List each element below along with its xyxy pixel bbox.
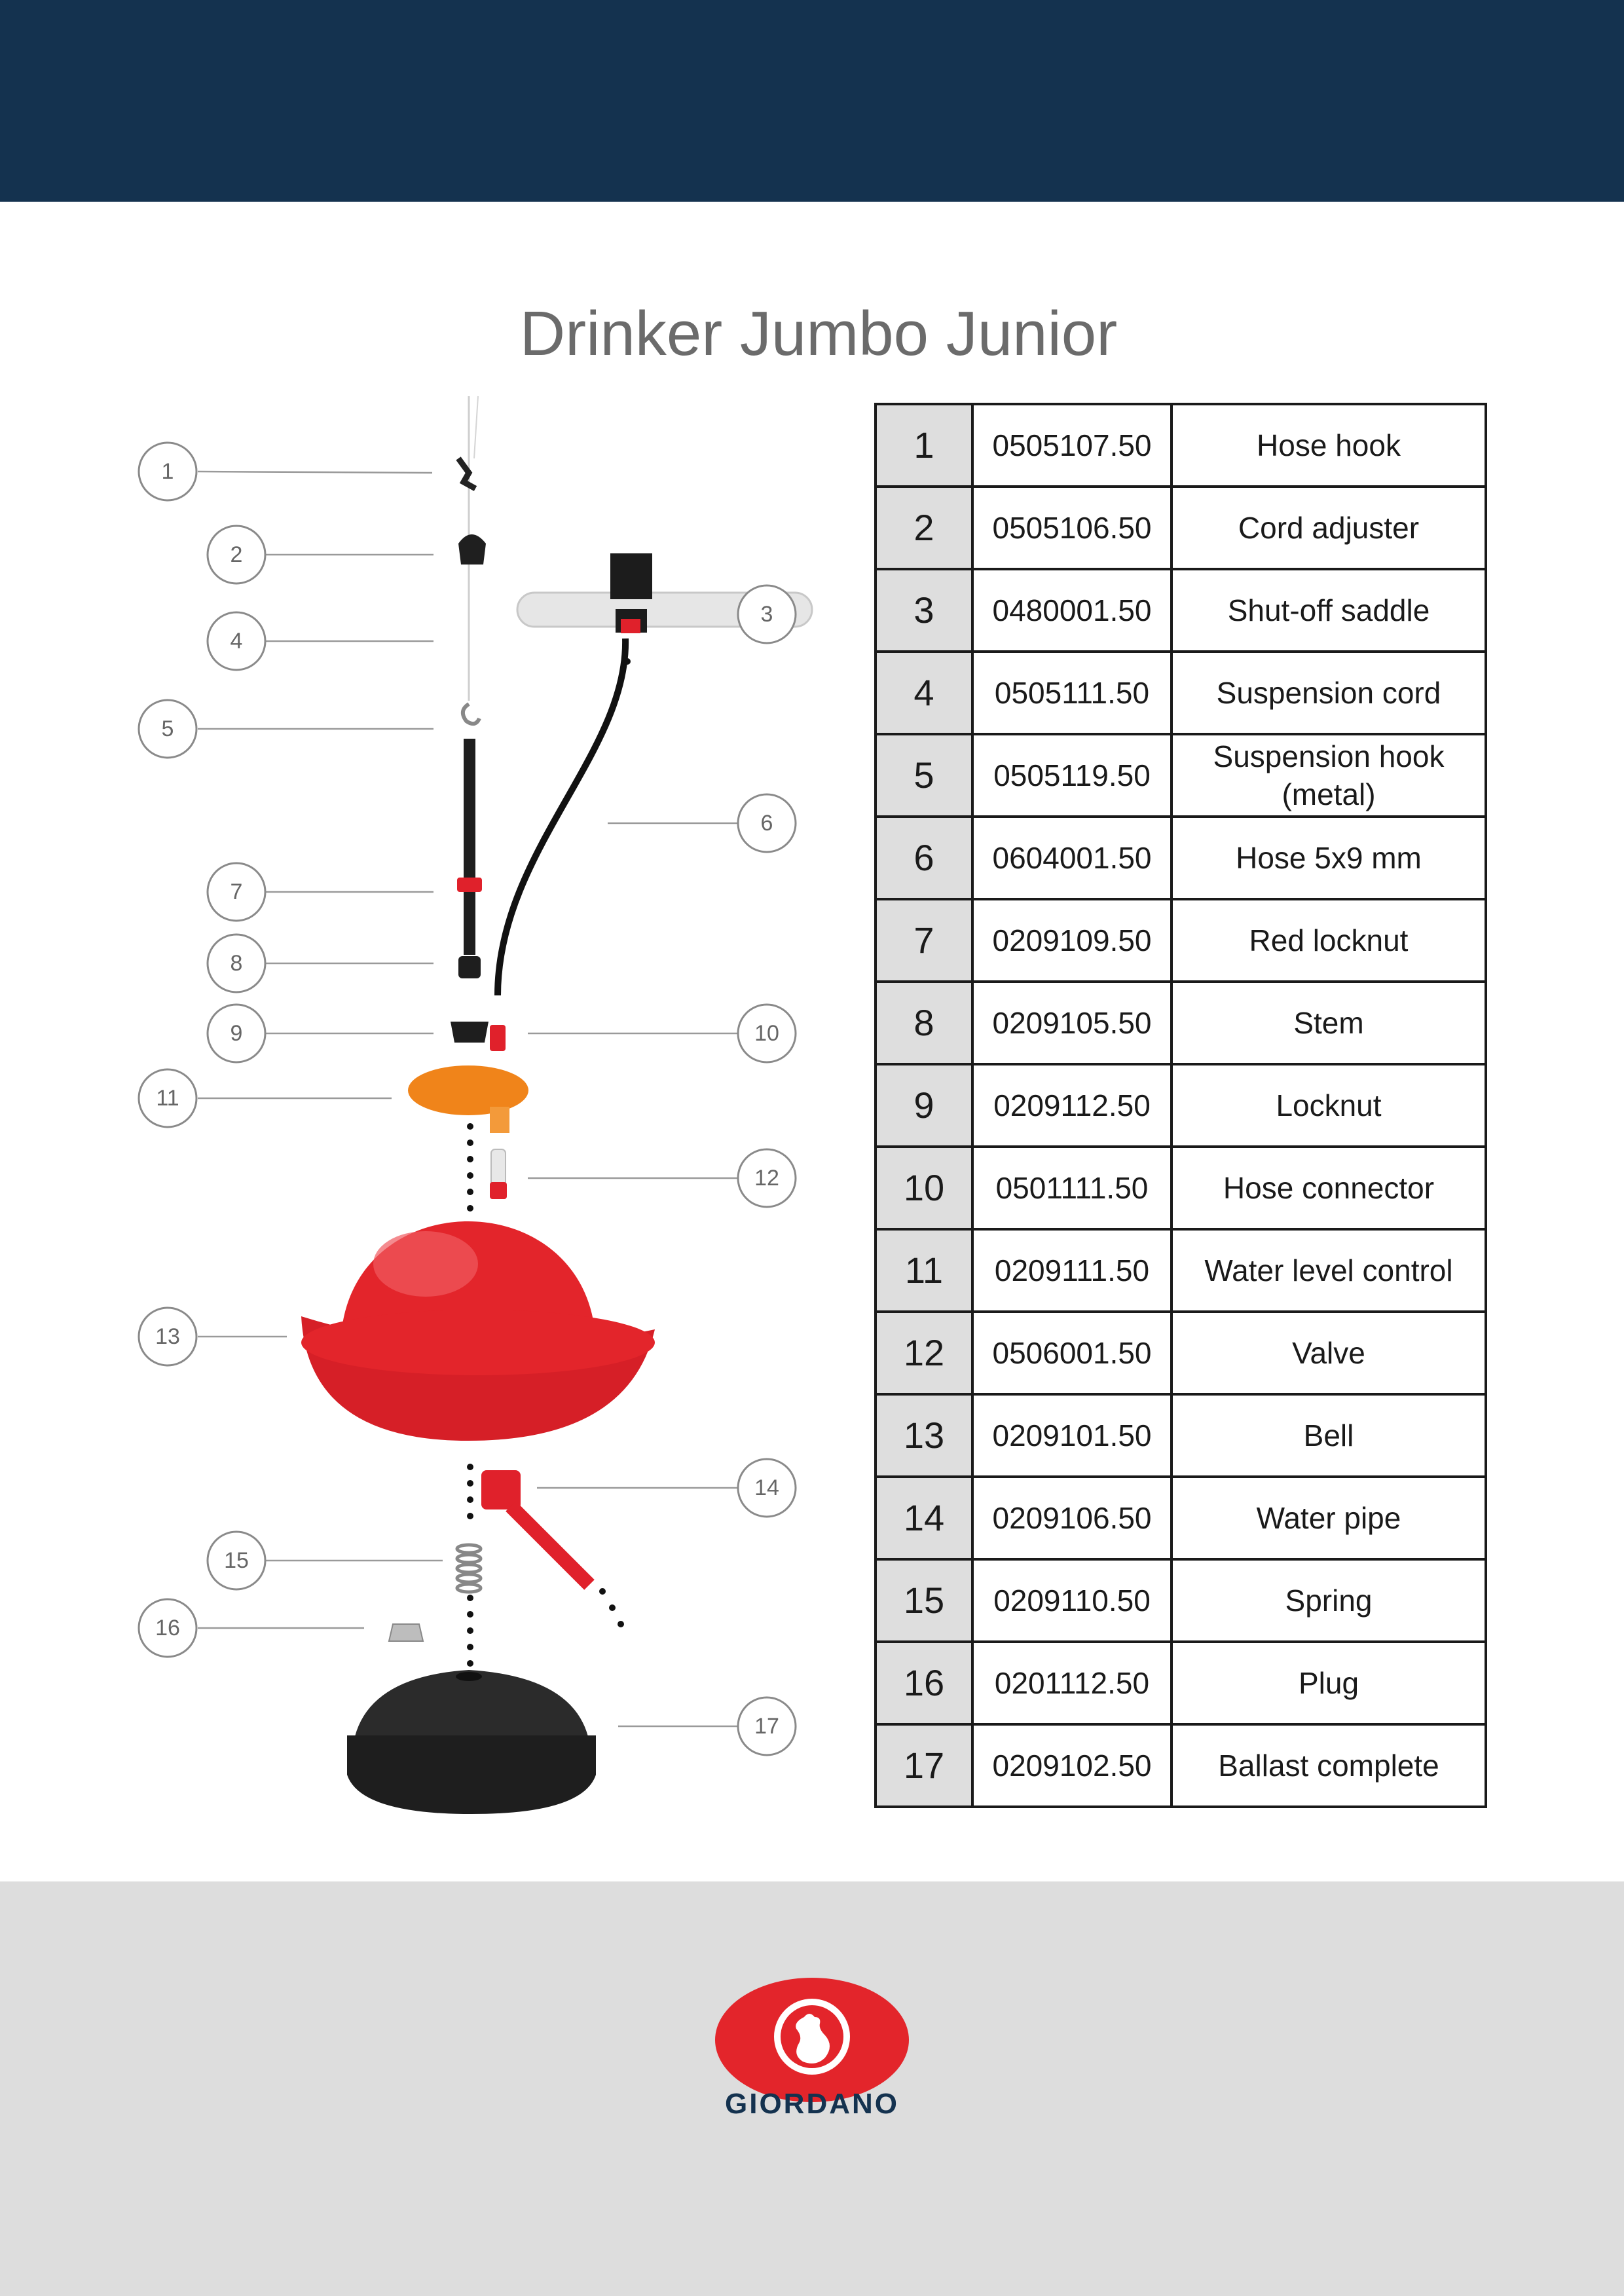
exploded-diagram xyxy=(0,380,851,1873)
callout-label: 8 xyxy=(230,951,243,976)
callout-label: 5 xyxy=(161,716,174,741)
table-row xyxy=(876,569,1486,652)
table-row xyxy=(876,1147,1486,1229)
callout-label: 7 xyxy=(230,880,243,904)
part-number: 13 xyxy=(876,1394,972,1477)
part-number: 4 xyxy=(876,652,972,734)
part-code: 0209109.50 xyxy=(972,899,1172,982)
header-bar xyxy=(0,0,1624,202)
table-row xyxy=(876,899,1486,982)
brand-name: GIORDANO xyxy=(725,2088,899,2120)
part-number: 11 xyxy=(876,1229,972,1312)
table-row xyxy=(876,1642,1486,1724)
part-code: 0505111.50 xyxy=(972,652,1172,734)
part-number: 10 xyxy=(876,1147,972,1229)
part-description: Spring xyxy=(1172,1559,1486,1642)
part-code: 0209106.50 xyxy=(972,1477,1172,1559)
part-description: Bell xyxy=(1172,1394,1486,1477)
part-description: Shut-off saddle xyxy=(1172,569,1486,652)
table-row xyxy=(876,1394,1486,1477)
part-code: 0505107.50 xyxy=(972,404,1172,487)
table-row xyxy=(876,1312,1486,1394)
part-description: Water level control xyxy=(1172,1229,1486,1312)
part-number: 9 xyxy=(876,1064,972,1147)
part-number: 8 xyxy=(876,982,972,1064)
part-description: Cord adjuster xyxy=(1172,487,1486,569)
part-code: 0501111.50 xyxy=(972,1147,1172,1229)
callout-label: 15 xyxy=(224,1548,249,1573)
part-description: Valve xyxy=(1172,1312,1486,1394)
part-number: 6 xyxy=(876,817,972,899)
part-description: Red locknut xyxy=(1172,899,1486,982)
callout-label: 13 xyxy=(155,1324,180,1349)
part-code: 0506001.50 xyxy=(972,1312,1172,1394)
part-number: 3 xyxy=(876,569,972,652)
callout-label: 16 xyxy=(155,1616,180,1640)
parts-table xyxy=(874,403,1487,1808)
callout-label: 4 xyxy=(230,629,243,654)
callout-label: 12 xyxy=(754,1166,779,1191)
page-title: Drinker Jumbo Junior xyxy=(519,299,1118,369)
hose-connector-part xyxy=(490,1025,506,1051)
water-level-control-part xyxy=(408,1065,528,1115)
table-row xyxy=(876,1064,1486,1147)
locknut-part xyxy=(451,1022,489,1043)
part-number: 12 xyxy=(876,1312,972,1394)
part-description: Water pipe xyxy=(1172,1477,1486,1559)
shut-off-saddle-part xyxy=(610,553,652,599)
callout-label: 3 xyxy=(760,602,773,627)
table-row xyxy=(876,652,1486,734)
table-row xyxy=(876,817,1486,899)
plug-part xyxy=(389,1624,423,1641)
table-row xyxy=(876,1724,1486,1807)
part-number: 1 xyxy=(876,404,972,487)
part-number: 7 xyxy=(876,899,972,982)
cord-adjuster-part xyxy=(458,534,486,565)
table-row xyxy=(876,404,1486,487)
part-code: 0209105.50 xyxy=(972,982,1172,1064)
callout-label: 1 xyxy=(161,459,174,484)
part-code: 0480001.50 xyxy=(972,569,1172,652)
part-code: 0209112.50 xyxy=(972,1064,1172,1147)
part-code: 0201112.50 xyxy=(972,1642,1172,1724)
part-number: 15 xyxy=(876,1559,972,1642)
spring-part xyxy=(457,1545,481,1592)
part-description: Hose 5x9 mm xyxy=(1172,817,1486,899)
callout-label: 2 xyxy=(230,542,243,567)
table-row xyxy=(876,1229,1486,1312)
part-number: 5 xyxy=(876,734,972,817)
table-row xyxy=(876,487,1486,569)
callout-label: 17 xyxy=(754,1714,779,1739)
part-code: 0604001.50 xyxy=(972,817,1172,899)
part-code: 0505106.50 xyxy=(972,487,1172,569)
part-code: 0505119.50 xyxy=(972,734,1172,817)
stem-part xyxy=(464,739,475,955)
hose-part xyxy=(498,639,625,995)
part-code: 0209102.50 xyxy=(972,1724,1172,1807)
part-description: Stem xyxy=(1172,982,1486,1064)
part-code: 0209101.50 xyxy=(972,1394,1172,1477)
hose-hook-part xyxy=(458,458,475,489)
part-number: 16 xyxy=(876,1642,972,1724)
part-description: Hose connector xyxy=(1172,1147,1486,1229)
table-row xyxy=(876,1477,1486,1559)
part-number: 14 xyxy=(876,1477,972,1559)
part-number: 2 xyxy=(876,487,972,569)
part-description: Ballast complete xyxy=(1172,1724,1486,1807)
part-description: Hose hook xyxy=(1172,404,1486,487)
callout-label: 11 xyxy=(156,1086,179,1111)
part-description: Locknut xyxy=(1172,1064,1486,1147)
table-row xyxy=(876,734,1486,817)
callout-label: 6 xyxy=(760,811,773,836)
callout-label: 10 xyxy=(754,1021,779,1046)
table-row xyxy=(876,982,1486,1064)
callout-label: 9 xyxy=(230,1021,243,1046)
red-locknut-part xyxy=(457,878,482,892)
part-number: 17 xyxy=(876,1724,972,1807)
part-description: Suspension hook (metal) xyxy=(1172,734,1486,817)
part-description: Suspension cord xyxy=(1172,652,1486,734)
callout-label: 14 xyxy=(754,1475,779,1500)
metal-hook-part xyxy=(463,704,479,724)
table-row xyxy=(876,1559,1486,1642)
part-code: 0209111.50 xyxy=(972,1229,1172,1312)
part-code: 0209110.50 xyxy=(972,1559,1172,1642)
part-description: Plug xyxy=(1172,1642,1486,1724)
